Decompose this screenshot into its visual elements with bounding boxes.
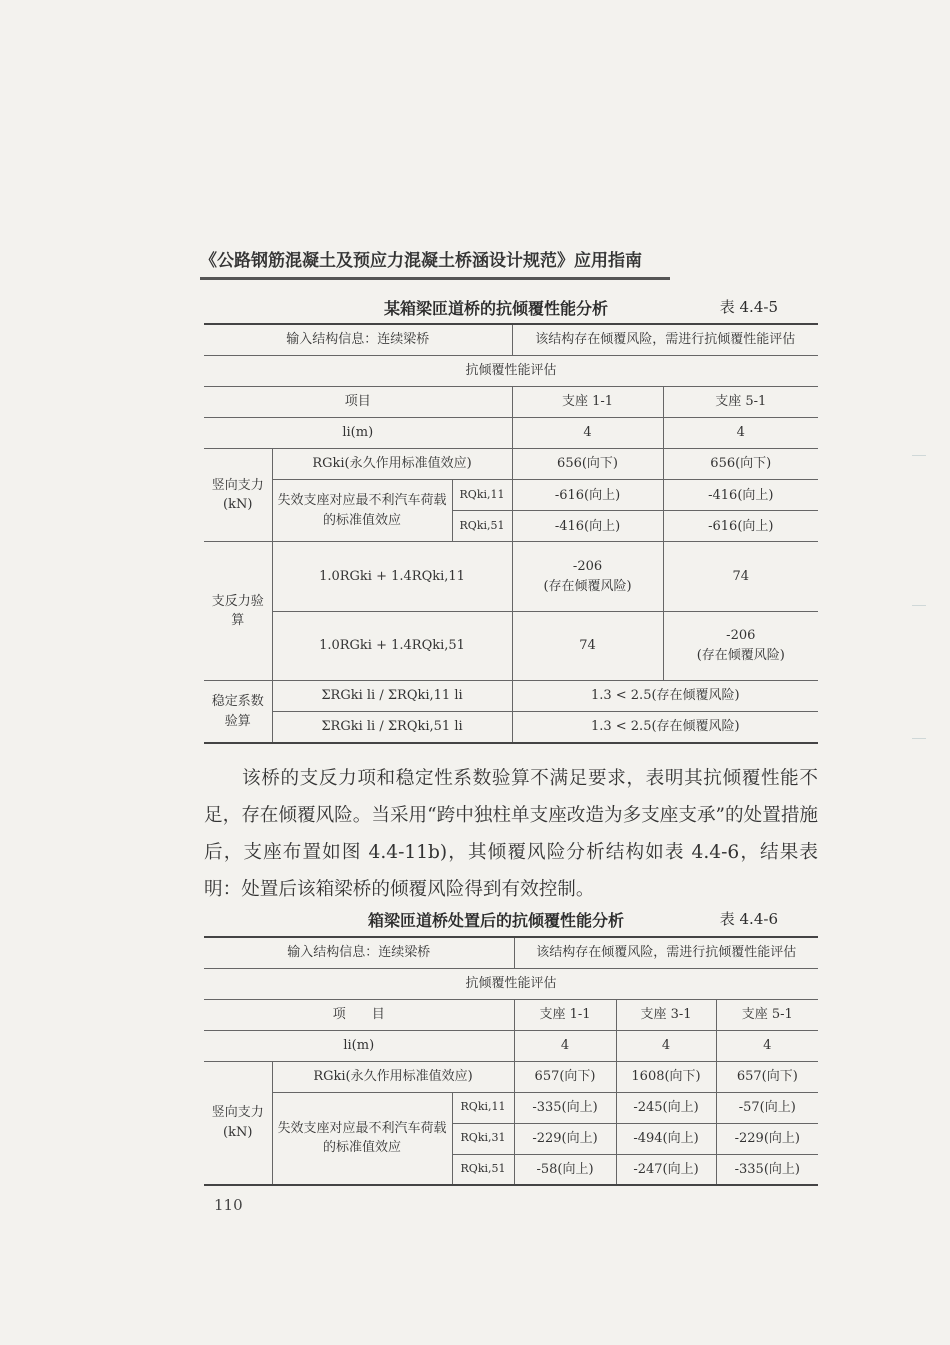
column-header-bearing: 支座 1-1 bbox=[514, 999, 616, 1030]
input-info-cell: 输入结构信息：连续梁桥 bbox=[204, 937, 514, 968]
conclusion-cell: 该结构存在倾覆风险，需进行抗倾覆性能评估 bbox=[514, 937, 818, 968]
table-cell: -58(向上) bbox=[514, 1154, 616, 1185]
row-label: 1.0RGki + 1.4RQki,51 bbox=[272, 611, 512, 680]
page-number: 110 bbox=[214, 1196, 243, 1214]
column-header-bearing: 支座 5-1 bbox=[663, 386, 818, 417]
margin-mark bbox=[912, 738, 926, 739]
table2-number: 表 4.4-6 bbox=[719, 910, 778, 928]
paragraph-text: 该桥的支反力项和稳定性系数验算不满足要求，表明其抗倾覆性能不足，存在倾覆风险。当采用“跨中独柱单支座改造为多支座支承”的处置措施后，支座布置如图 4.4-11b)，其倾覆风险分析结构如表 4.4-6，结果表明：处置后该箱梁桥的倾覆风险得到有效控制。 bbox=[204, 768, 819, 900]
table-cell: -616(向上) bbox=[512, 480, 663, 511]
group-label: 稳定系数验算 bbox=[204, 681, 272, 743]
column-header-item: 项目 bbox=[204, 386, 512, 417]
row-label: 失效支座对应最不利汽车荷载的标准值效应 bbox=[272, 480, 452, 542]
table-cell: -335(向上) bbox=[716, 1154, 818, 1185]
group-label: 竖向支力(kN) bbox=[204, 449, 272, 542]
conclusion-cell: 该结构存在倾覆风险，需进行抗倾覆性能评估 bbox=[512, 324, 818, 355]
row-label: RQki,51 bbox=[452, 1154, 514, 1185]
row-label: RGki(永久作用标准值效应) bbox=[272, 449, 512, 480]
table-row bbox=[204, 1092, 818, 1123]
table-row bbox=[204, 999, 818, 1030]
table-row bbox=[204, 681, 818, 712]
margin-mark bbox=[912, 455, 926, 456]
table-row bbox=[204, 449, 818, 480]
table-cell: 4 bbox=[514, 1030, 616, 1061]
table1-caption bbox=[204, 296, 818, 320]
cell-value: -206 bbox=[726, 628, 756, 644]
table-cell: 1.3 < 2.5(存在倾覆风险) bbox=[512, 712, 818, 743]
row-label: RQki,31 bbox=[452, 1123, 514, 1154]
table1-title: 某箱梁匝道桥的抗倾覆性能分析 bbox=[384, 299, 609, 318]
table-cell: 656(向下) bbox=[512, 449, 663, 480]
table-cell: 1608(向下) bbox=[616, 1061, 716, 1092]
table-cell: 1.3 < 2.5(存在倾覆风险) bbox=[512, 681, 818, 712]
table1-number: 表 4.4-5 bbox=[719, 298, 778, 316]
row-label: li(m) bbox=[204, 1030, 514, 1061]
table-cell: -247(向上) bbox=[616, 1154, 716, 1185]
table-cell: -335(向上) bbox=[514, 1092, 616, 1123]
group-label: 支反力验算 bbox=[204, 542, 272, 681]
table-cell: 657(向下) bbox=[716, 1061, 818, 1092]
row-label: ΣRGki li / ΣRQki,11 li bbox=[272, 681, 512, 712]
section-cell: 抗倾覆性能评估 bbox=[204, 968, 818, 999]
table2-caption bbox=[204, 908, 818, 932]
row-label: RQki,11 bbox=[452, 480, 512, 511]
table-row bbox=[204, 611, 818, 680]
cell-value: -206 bbox=[572, 559, 603, 575]
table-row bbox=[204, 386, 818, 417]
row-label: 失效支座对应最不利汽车荷载的标准值效应 bbox=[272, 1092, 452, 1185]
table2-title: 箱梁匝道桥处置后的抗倾覆性能分析 bbox=[368, 911, 625, 930]
group-label: 竖向支力(kN) bbox=[204, 1061, 272, 1185]
table-cell: -229(向上) bbox=[514, 1123, 616, 1154]
table-cell bbox=[663, 611, 818, 680]
body-paragraph bbox=[204, 760, 818, 908]
table-cell bbox=[512, 542, 663, 611]
table-cell: -416(向上) bbox=[512, 511, 663, 542]
table-row bbox=[204, 542, 818, 611]
table-row bbox=[204, 480, 818, 511]
table-cell: 74 bbox=[512, 611, 663, 680]
table-row bbox=[204, 324, 818, 355]
table-cell: 4 bbox=[663, 417, 818, 448]
table-cell: 656(向下) bbox=[663, 449, 818, 480]
column-header-item: 项 目 bbox=[204, 999, 514, 1030]
table-cell: 657(向下) bbox=[514, 1061, 616, 1092]
table-cell: -494(向上) bbox=[616, 1123, 716, 1154]
table-row bbox=[204, 1061, 818, 1092]
table-row bbox=[204, 1030, 818, 1061]
table-row bbox=[204, 417, 818, 448]
table-cell: -57(向上) bbox=[716, 1092, 818, 1123]
table-row bbox=[204, 712, 818, 743]
table-row bbox=[204, 355, 818, 386]
margin-mark bbox=[912, 605, 926, 606]
row-label: RGki(永久作用标准值效应) bbox=[272, 1061, 514, 1092]
table-cell: 4 bbox=[716, 1030, 818, 1061]
table-4-4-6 bbox=[204, 936, 818, 1186]
table-cell: -616(向上) bbox=[663, 511, 818, 542]
table-4-4-5 bbox=[204, 323, 818, 744]
cell-note: (存在倾覆风险) bbox=[543, 578, 632, 594]
input-info-cell: 输入结构信息：连续梁桥 bbox=[204, 324, 512, 355]
table-cell: -229(向上) bbox=[716, 1123, 818, 1154]
column-header-bearing: 支座 3-1 bbox=[616, 999, 716, 1030]
section-cell: 抗倾覆性能评估 bbox=[204, 355, 818, 386]
table-row bbox=[204, 937, 818, 968]
cell-note: (存在倾覆风险) bbox=[696, 647, 785, 663]
column-header-bearing: 支座 1-1 bbox=[512, 386, 663, 417]
table-cell: 74 bbox=[663, 542, 818, 611]
column-header-bearing: 支座 5-1 bbox=[716, 999, 818, 1030]
table-row bbox=[204, 968, 818, 999]
table-cell: 4 bbox=[616, 1030, 716, 1061]
running-header: 《公路钢筋混凝土及预应力混凝土桥涵设计规范》应用指南 bbox=[200, 246, 670, 280]
row-label: RQki,11 bbox=[452, 1092, 514, 1123]
table-cell: -416(向上) bbox=[663, 480, 818, 511]
row-label: ΣRGki li / ΣRQki,51 li bbox=[272, 712, 512, 743]
row-label: RQki,51 bbox=[452, 511, 512, 542]
table-cell: 4 bbox=[512, 417, 663, 448]
row-label: li(m) bbox=[204, 417, 512, 448]
table-cell: -245(向上) bbox=[616, 1092, 716, 1123]
row-label: 1.0RGki + 1.4RQki,11 bbox=[272, 542, 512, 611]
